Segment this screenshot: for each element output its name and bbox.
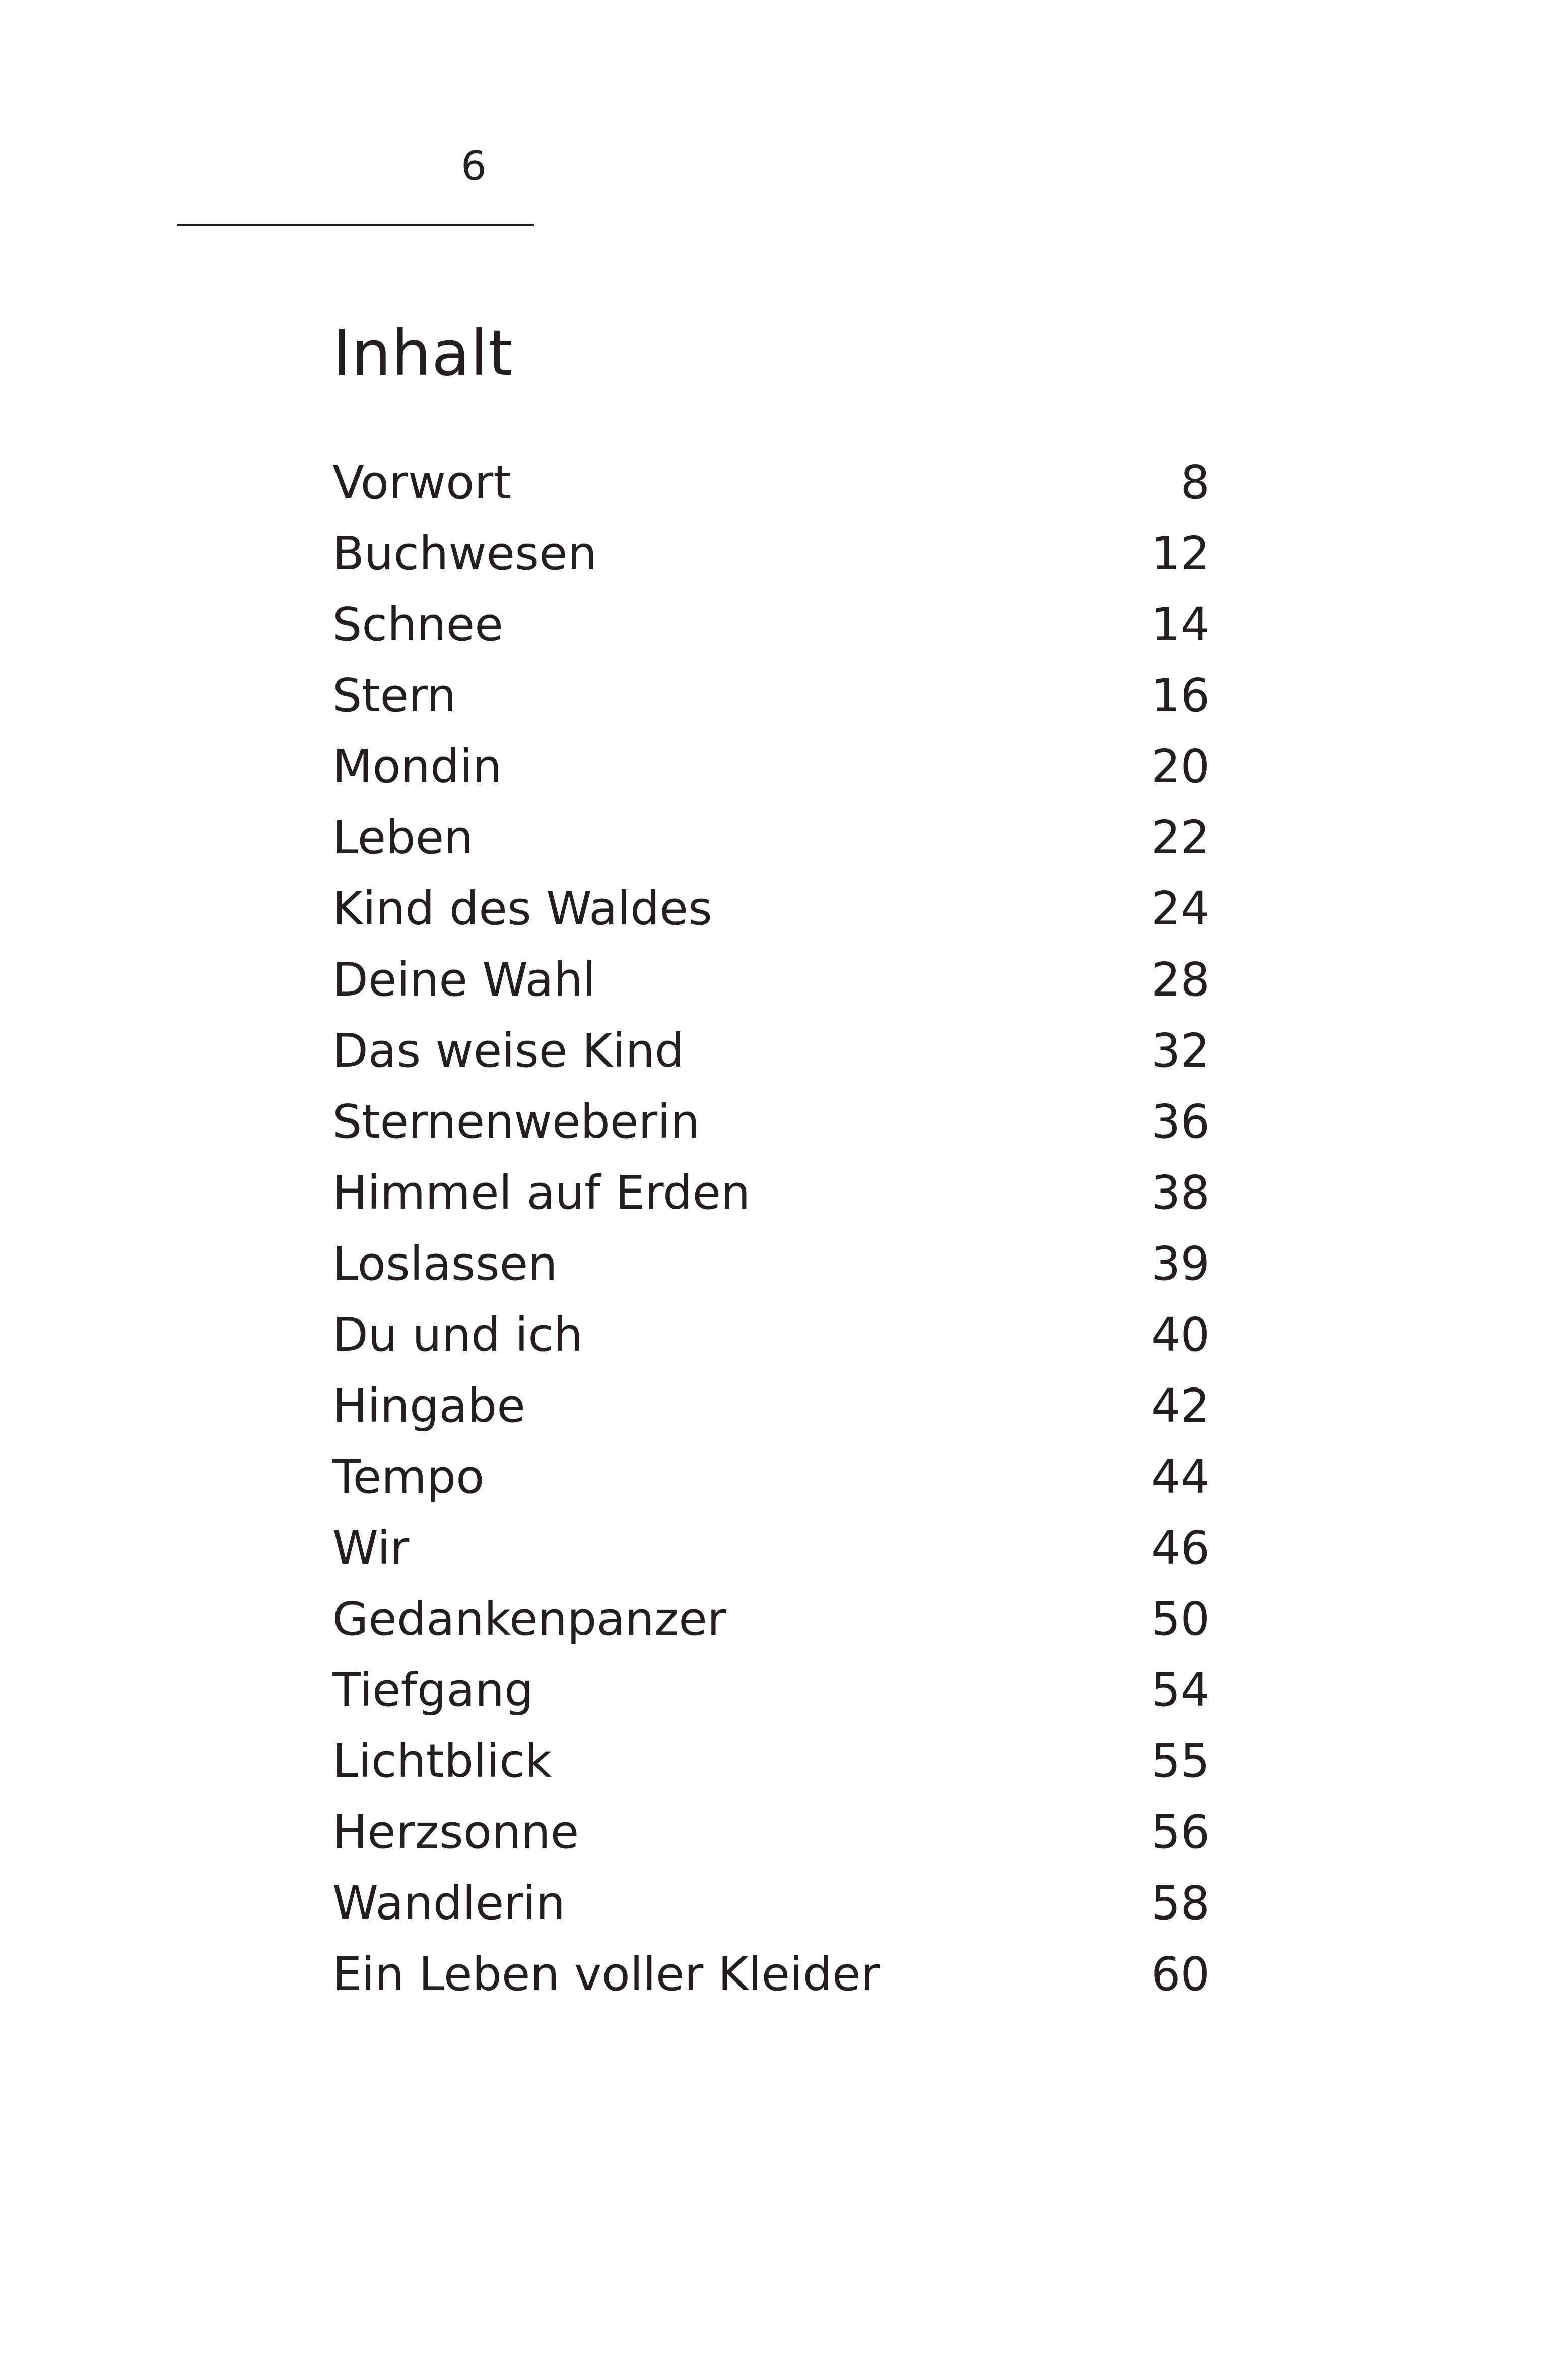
toc-entry-himmel-auf-erden[interactable] [332, 1163, 1210, 1234]
toc-entry-herzsonne[interactable] [332, 1802, 1210, 1873]
toc-entry-stern[interactable] [332, 666, 1210, 737]
toc-entry-page: 36 [1151, 1095, 1210, 1149]
toc-entry-tempo[interactable] [332, 1447, 1210, 1518]
toc-entry-page: 14 [1151, 598, 1210, 651]
toc-entry-tiefgang[interactable] [332, 1660, 1210, 1731]
toc-entry-wir[interactable] [332, 1518, 1210, 1589]
toc-entry-ein-leben-voller-kleider[interactable] [332, 1944, 1210, 2015]
toc-entry-page: 39 [1151, 1237, 1210, 1291]
toc-entry-title: Buchwesen [332, 526, 597, 580]
toc-entry-schnee[interactable] [332, 594, 1210, 666]
toc-entry-page: 58 [1151, 1876, 1210, 1930]
toc-entry-page: 8 [1180, 455, 1210, 509]
toc-entry-title: Schnee [332, 598, 503, 651]
toc-entry-page: 44 [1151, 1450, 1210, 1504]
toc-entry-wandlerin[interactable] [332, 1873, 1210, 1944]
toc-entry-page: 20 [1151, 740, 1210, 794]
toc-entry-page: 54 [1151, 1663, 1210, 1717]
toc-entry-title: Du und ich [332, 1308, 583, 1362]
toc-entry-hingabe[interactable] [332, 1376, 1210, 1447]
toc-entry-page: 22 [1151, 811, 1210, 865]
toc-entry-title: Sternenweberin [332, 1095, 700, 1149]
toc-entry-title: Hingabe [332, 1379, 525, 1433]
toc-entry-loslassen[interactable] [332, 1234, 1210, 1305]
toc-entry-title: Tiefgang [332, 1663, 534, 1717]
toc-entry-title: Mondin [332, 740, 502, 794]
toc-entry-title: Herzsonne [332, 1805, 579, 1859]
toc-entry-buchwesen[interactable] [332, 523, 1210, 594]
toc-entry-deine-wahl[interactable] [332, 950, 1210, 1021]
toc-entry-page: 32 [1151, 1024, 1210, 1078]
toc-entry-title: Himmel auf Erden [332, 1166, 751, 1220]
toc-entry-page: 12 [1151, 526, 1210, 580]
toc-entry-page: 42 [1151, 1379, 1210, 1433]
page-number: 6 [461, 143, 487, 189]
toc-entry-das-weise-kind[interactable] [332, 1021, 1210, 1092]
toc-entry-title: Leben [332, 811, 474, 865]
toc-entry-page: 28 [1151, 953, 1210, 1007]
toc-entry-title: Loslassen [332, 1237, 558, 1291]
toc-entry-vorwort[interactable] [332, 452, 1210, 523]
toc-entry-title: Vorwort [332, 455, 512, 509]
toc-entry-title: Ein Leben voller Kleider [332, 1947, 880, 2001]
toc-title: Inhalt [332, 317, 513, 390]
toc-entry-page: 24 [1151, 882, 1210, 936]
toc-entry-page: 38 [1151, 1166, 1210, 1220]
toc-entry-page: 55 [1151, 1734, 1210, 1788]
toc-entry-page: 46 [1151, 1521, 1210, 1575]
toc-entry-gedankenpanzer[interactable] [332, 1589, 1210, 1660]
toc-entry-leben[interactable] [332, 808, 1210, 879]
toc-entry-title: Gedankenpanzer [332, 1592, 726, 1646]
toc-entry-title: Wir [332, 1521, 410, 1575]
toc-entry-title: Deine Wahl [332, 953, 596, 1007]
toc-entry-page: 16 [1151, 669, 1210, 722]
toc-entry-lichtblick[interactable] [332, 1731, 1210, 1802]
toc-entry-title: Wandlerin [332, 1876, 566, 1930]
toc-entry-page: 56 [1151, 1805, 1210, 1859]
header-rule [177, 224, 534, 226]
toc-entry-title: Tempo [332, 1450, 485, 1504]
toc-entry-page: 50 [1151, 1592, 1210, 1646]
toc-entry-title: Stern [332, 669, 456, 722]
toc-entry-sternenweberin[interactable] [332, 1092, 1210, 1163]
toc-entry-title: Kind des Waldes [332, 882, 712, 936]
toc-entry-du-und-ich[interactable] [332, 1305, 1210, 1376]
toc-entry-title: Das weise Kind [332, 1024, 685, 1078]
toc-entry-mondin[interactable] [332, 737, 1210, 808]
toc-entry-page: 40 [1151, 1308, 1210, 1362]
toc-list [332, 452, 1210, 2015]
toc-entry-page: 60 [1151, 1947, 1210, 2001]
toc-entry-title: Lichtblick [332, 1734, 552, 1788]
toc-entry-kind-des-waldes[interactable] [332, 879, 1210, 950]
